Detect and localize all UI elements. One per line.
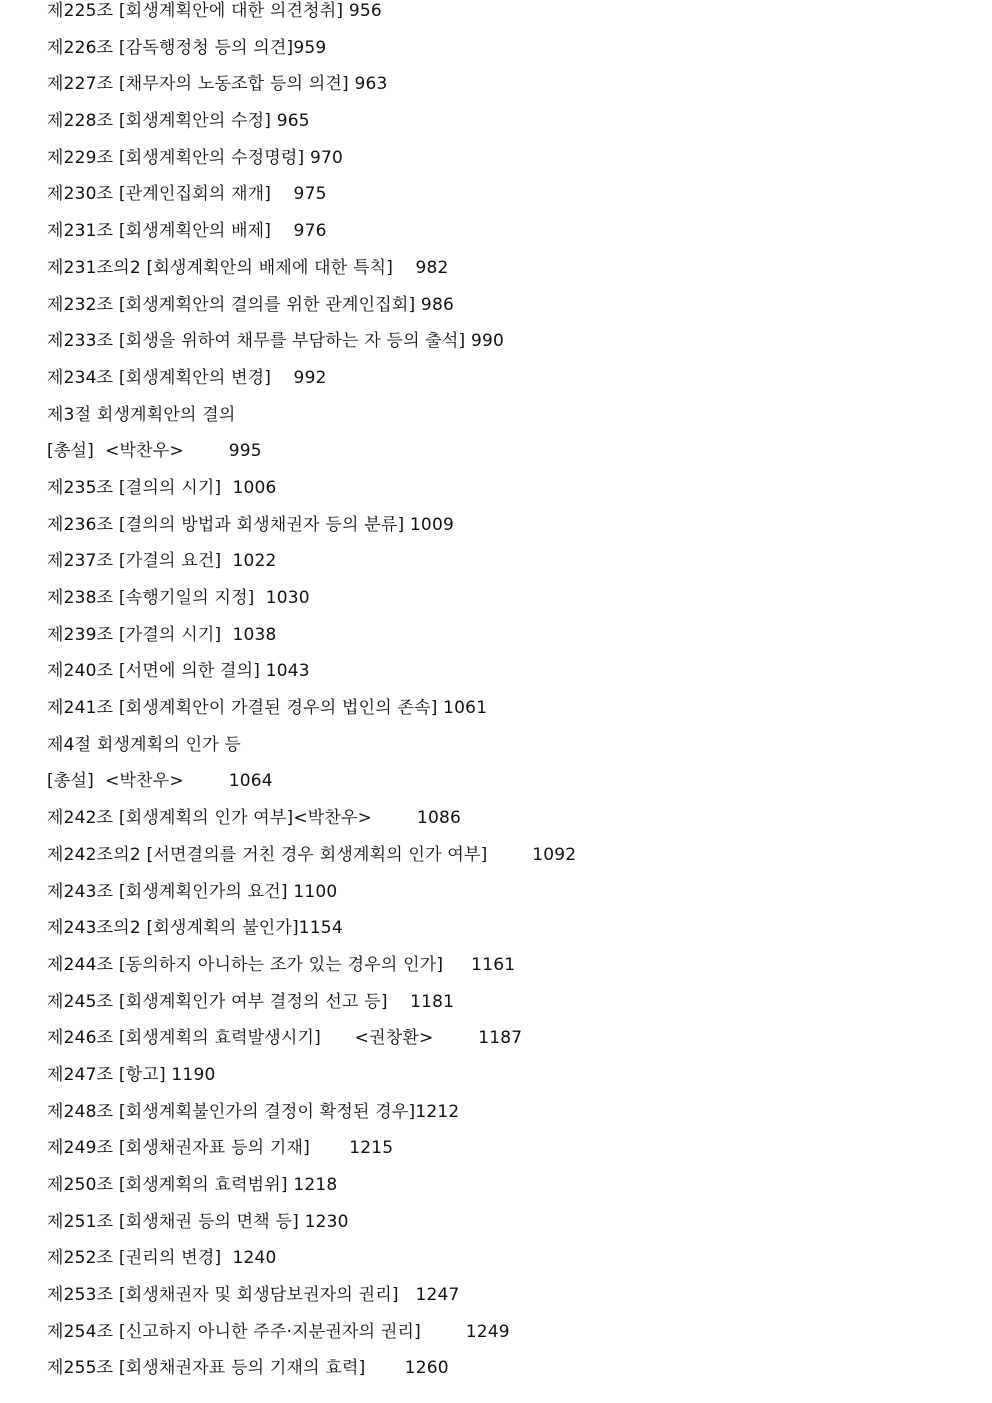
toc-line: 제231조 [회생계획안의 배제] 976 [47, 221, 327, 242]
toc-line: 제246조 [회생계획의 효력발생시기] <권창환> 1187 [47, 1028, 523, 1049]
toc-line: 제248조 [회생계획불인가의 결정이 확정된 경우]1212 [47, 1101, 460, 1122]
section-heading: 제3절 회생계획안의 결의 [47, 404, 236, 425]
toc-line: [총설] <박찬우> 995 [47, 441, 262, 462]
toc-line: 제228조 [회생계획안의 수정] 965 [47, 111, 310, 132]
toc-line: 제253조 [회생채권자 및 회생담보권자의 권리] 1247 [47, 1285, 460, 1306]
toc-line: [총설] <박찬우> 1064 [47, 771, 273, 792]
toc-line: 제241조 [회생계획안이 가결된 경우의 법인의 존속] 1061 [47, 698, 488, 719]
toc-line: 제230조 [관계인집회의 재개] 975 [47, 184, 327, 205]
toc-line: 제233조 [회생을 위하여 채무를 부담하는 자 등의 출석] 990 [47, 331, 505, 352]
toc-line: 제226조 [감독행정청 등의 의견]959 [47, 37, 327, 58]
toc-line: 제243조 [회생계획인가의 요건] 1100 [47, 881, 338, 902]
toc-line: 제237조 [가결의 요건] 1022 [47, 551, 277, 572]
toc-line: 제242조의2 [서면결의를 거친 경우 회생계획의 인가 여부] 1092 [47, 844, 577, 865]
section-heading: 제4절 회생계획의 인가 등 [47, 734, 242, 755]
toc-line: 제234조 [회생계획안의 변경] 992 [47, 367, 327, 388]
toc-line: 제255조 [회생채권자표 등의 기재의 효력] 1260 [47, 1358, 449, 1379]
toc-line: 제238조 [속행기일의 지정] 1030 [47, 588, 310, 608]
toc-line: 제249조 [회생채권자표 등의 기재] 1215 [47, 1138, 394, 1159]
table-of-contents [47, 0, 967, 1394]
toc-line: 제236조 [결의의 방법과 회생채권자 등의 분류] 1009 [47, 514, 454, 535]
toc-line: 제244조 [동의하지 아니하는 조가 있는 경우의 인가] 1161 [47, 954, 516, 975]
toc-line: 제232조 [회생계획안의 결의를 위한 관계인집회] 986 [47, 294, 454, 315]
toc-line: 제251조 [회생채권 등의 면책 등] 1230 [47, 1211, 349, 1232]
toc-line: 제235조 [결의의 시기] 1006 [47, 477, 277, 498]
toc-line: 제252조 [권리의 변경] 1240 [47, 1248, 277, 1269]
toc-line: 제227조 [채무자의 노동조합 등의 의견] 963 [47, 74, 388, 95]
toc-line: 제254조 [신고하지 아니한 주주·지분권자의 권리] 1249 [47, 1321, 510, 1342]
toc-line: 제243조의2 [회생계획의 불인가]1154 [47, 918, 343, 939]
toc-line: 제239조 [가결의 시기] 1038 [47, 624, 277, 645]
toc-line: 제245조 [회생계획인가 여부 결정의 선고 등] 1181 [47, 991, 455, 1012]
toc-line: 제225조 [회생계획안에 대한 의견청취] 956 [47, 1, 382, 21]
toc-line: 제231조의2 [회생계획안의 배제에 대한 특칙] 982 [47, 257, 449, 278]
toc-line: 제250조 [회생계획의 효력범위] 1218 [47, 1175, 338, 1195]
toc-line: 제247조 [항고] 1190 [47, 1064, 216, 1085]
toc-line: 제240조 [서면에 의한 결의] 1043 [47, 661, 310, 682]
toc-line: 제242조 [회생계획의 인가 여부]<박찬우> 1086 [47, 808, 462, 829]
toc-line: 제229조 [회생계획안의 수정명령] 970 [47, 147, 344, 168]
